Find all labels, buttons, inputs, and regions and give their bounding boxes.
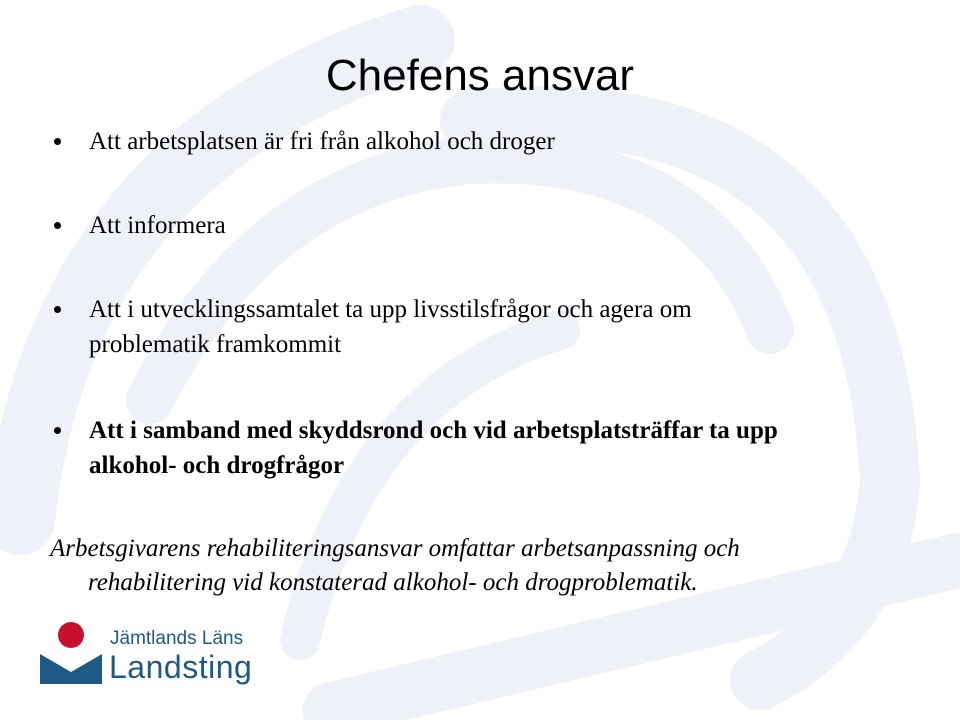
employer-responsibility-note — [50, 532, 930, 600]
bullet-dot — [54, 222, 61, 229]
bullet-dot — [54, 138, 61, 145]
logo-text-line2: Landsting — [109, 649, 253, 685]
bullet-item — [54, 292, 914, 362]
note-line2: rehabilitering vid konstaterad alkohol- och drogproblematik. — [88, 569, 698, 596]
note-line1: Arbetsgivarens rehabiliteringsansvar omfattar arbetsanpassning och — [50, 535, 740, 562]
bullet-text-line1: Att i utvecklingssamtalet ta upp livsstilsfrågor och agera om — [89, 296, 692, 323]
bullet-text-line2: alkohol- och drogfrågor — [89, 452, 345, 479]
bullet-item — [54, 208, 914, 243]
bullet-item — [54, 124, 914, 159]
bullet-text-line1: Att i samband med skyddsrond och vid arbetsplatsträffar ta upp — [89, 417, 778, 444]
bullet-item — [54, 413, 914, 483]
bullet-text-line1: Att informera — [89, 212, 226, 239]
bullet-text-line2: problematik framkommit — [89, 331, 342, 358]
bullet-dot — [54, 427, 61, 434]
logo-text-line1: Jämtlands Läns — [110, 628, 244, 649]
bullet-dot — [54, 306, 61, 313]
logo-mark-icon — [38, 620, 106, 688]
organization-logo — [38, 620, 268, 692]
slide-title: Chefens ansvar — [325, 51, 635, 100]
bullet-text-line1: Att arbetsplatsen är fri från alkohol och droger — [89, 128, 555, 155]
